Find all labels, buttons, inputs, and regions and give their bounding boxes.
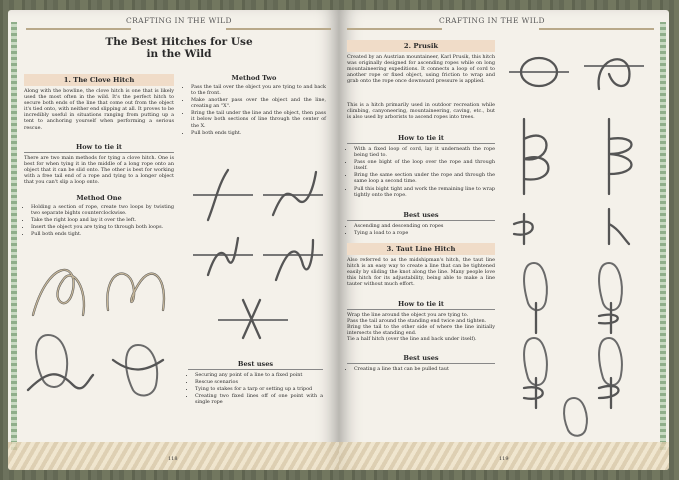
prusik-illustration — [509, 44, 649, 244]
list-item: • Ascending and descending on ropes — [354, 223, 495, 229]
subheading-how-to-tie: How to tie it — [347, 134, 495, 144]
subheading-best-uses: Best uses — [347, 211, 495, 221]
taut-best-uses — [347, 366, 495, 373]
page-title: The Best Hitches for Use in the Wild — [105, 36, 253, 60]
list-item: • Holding a section of rope, create two loops by twisting two separate bights counterclockwise. — [31, 204, 174, 216]
step-text: Pass the tail around the standing end twice and tighten. — [347, 318, 487, 325]
rope-border-left — [11, 22, 17, 450]
running-head-left: CRAFTING IN THE WILD — [126, 16, 232, 25]
running-head-rule — [347, 28, 442, 30]
list-item: • Pull this bight tight and work the remaining line to wrap tightly onto the rope. — [354, 186, 495, 198]
rope-border-right — [660, 22, 666, 450]
list-item: • Tying to stakes for a tarp or setting up a tripod — [195, 386, 323, 392]
list-item: • Take the right loop and lay it over the left. — [31, 217, 174, 223]
list-item: • Pull both ends tight. — [191, 130, 326, 136]
step-text: Wrap the line around the object you are tying to. — [347, 312, 469, 318]
right-page — [339, 10, 669, 470]
list-item: • Creating a line that can be pulled taut — [354, 366, 495, 372]
step-text: Tie a half hitch (over the line and back under itself). — [347, 336, 477, 343]
list-item: • Pull both ends tight. — [31, 231, 174, 237]
subheading-how-to-tie: How to tie it — [24, 143, 174, 153]
open-book — [8, 4, 670, 476]
running-head-right: CRAFTING IN THE WILD — [439, 16, 545, 25]
list-item: • Bring the tail under the line and the object, then pass it below both sections of line through the center of the X. — [191, 110, 326, 128]
section-heading-clove-hitch: 1. The Clove Hitch — [24, 74, 174, 86]
prusik-steps — [347, 146, 495, 199]
list-item: • Securing any point of a line to a fixed point — [195, 372, 323, 378]
running-head-rule — [539, 28, 654, 30]
taut-line-illustration — [514, 258, 644, 438]
list-item: • Bring the same section under the rope and through the same loop a second time. — [354, 172, 495, 184]
list-item: • Pass the tail over the object you are tying to and back to the front. — [191, 84, 326, 96]
subheading-best-uses: Best uses — [347, 354, 495, 364]
list-item: • Insert the object you are tying to through both loops. — [31, 224, 174, 230]
clove-loops-illustration — [28, 260, 168, 320]
step-text: Bring the tail to the other side of where the line initially intersects the standing end. — [347, 324, 495, 337]
page-number: 118 — [168, 456, 178, 462]
best-uses-list — [188, 372, 323, 406]
left-page — [8, 10, 339, 470]
subheading-how-to-tie: How to tie it — [347, 300, 495, 310]
clove-intro: Along with the bowline, the clove hitch is one that is likely used the most often in the wild. It's the perfect hitch to secure both ends of the line that come out from the object it's tied onto, with neither end slipping at all. It proves to be incredibly useful in situations ranging from putting up a tent to anchoring yourself when performing a serious rescue. — [24, 88, 174, 131]
method-two-steps — [184, 84, 326, 137]
clove-stick-illustration — [188, 160, 328, 340]
page-number: 119 — [499, 456, 509, 462]
method-two-heading: Method Two — [231, 74, 277, 82]
list-item: • Make another pass over the object and the line, creating an "X". — [191, 97, 326, 109]
section-heading-taut-line-hitch: 3. Taut Line Hitch — [347, 243, 495, 255]
list-item: • With a fixed loop of cord, lay it underneath the rope being tied to. — [354, 146, 495, 158]
method-one-steps — [24, 204, 174, 238]
prusik-best-uses — [347, 223, 495, 237]
subheading-best-uses: Best uses — [188, 360, 323, 370]
list-item: • Creating two fixed lines off of one point with a single rope — [195, 393, 323, 405]
list-item: • Pass one bight of the loop over the rope and through itself. — [354, 159, 495, 171]
clove-howto-text: There are two main methods for tying a clove hitch. One is best for when tying it in the middle of a long rope onto an object that it can be slid onto. The other is best for working with a free tail end of a rope and tying to a longer object that you can't slip a loop onto. — [24, 155, 174, 186]
list-item: • Rescue scenarios — [195, 379, 323, 385]
taut-steps — [347, 312, 495, 342]
list-item: • Tying a load to a rope — [354, 230, 495, 236]
clove-carabiner-illustration — [28, 330, 168, 400]
taut-intro: Also referred to as the midshipman's hitch, the taut line hitch is an easy way to create a line that can be tightened easily by sliding the knot along the line. Many people love this hitch for its adjustability, being able to make a line tauter without much effort. — [347, 257, 495, 288]
method-one-heading: Method One — [76, 194, 122, 202]
running-head-rule — [26, 28, 131, 30]
section-heading-prusik: 2. Prusik — [347, 40, 495, 52]
prusik-intro-2: This is a hitch primarily used in outdoor recreation while climbing, canyoneering, mountaineering, caving, etc., but is also used by arborists to ascend ropes into trees. — [347, 102, 495, 121]
running-head-rule — [226, 28, 331, 30]
prusik-intro: Created by an Austrian mountaineer, Karl Prusik, this hitch was originally designed for ascending ropes while on long mountaineering expeditions. It connects a loop of cord to another rope or fixed object, using friction to wrap and grab onto the rope once downward pressure is applied. — [347, 54, 495, 85]
